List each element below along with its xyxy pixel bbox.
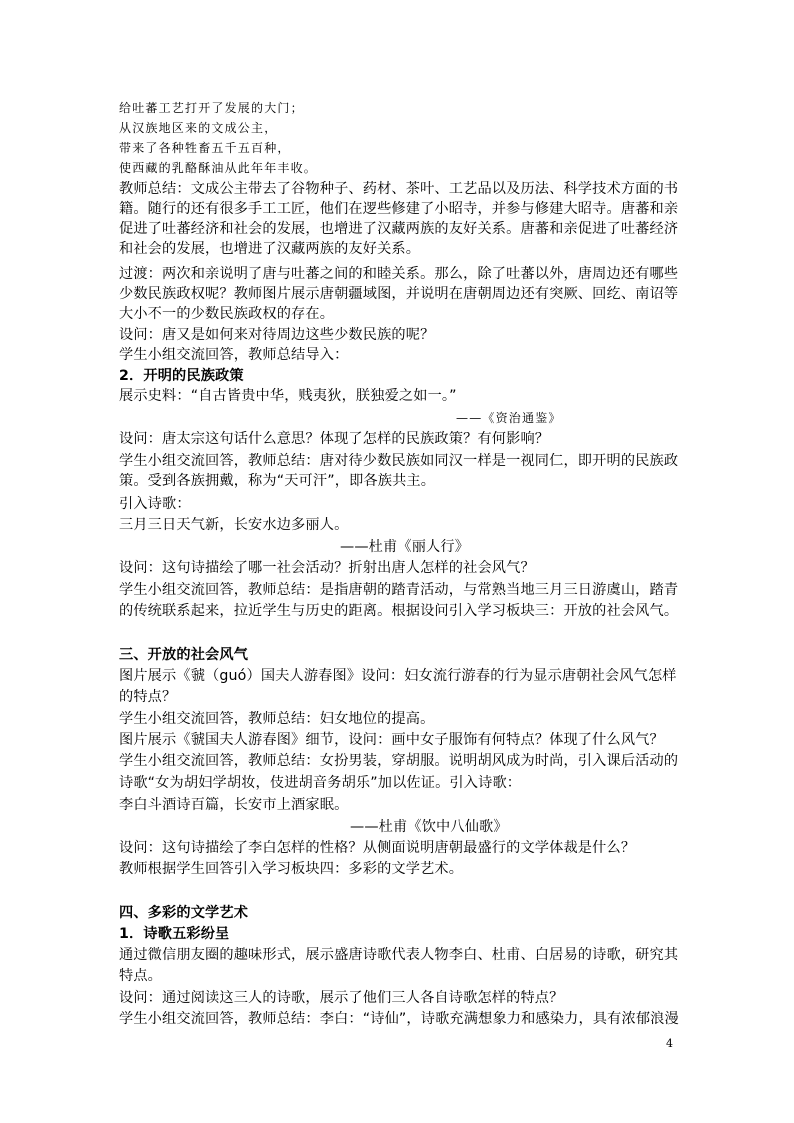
paragraph-line: 策。受到各族拥戴，称为“天可汗”，即各族共主。 [119, 473, 436, 489]
paragraph-line: 促进了吐蕃经济和社会的发展，也增进了汉藏两族的友好关系。唐蕃和亲促进了吐蕃经济 [119, 221, 679, 237]
section-subheading: 2．开明的民族政策 [119, 368, 244, 384]
paragraph-line: 设问：唐又是如何来对待周边这些少数民族的呢？ [119, 327, 435, 343]
paragraph-line: 诗歌“女为胡妇学胡妆，伎进胡音务胡乐”加以佐证。引入诗歌： [119, 775, 522, 791]
paragraph-line: 教师总结：文成公主带去了谷物种子、药材、茶叶、工艺品以及历法、科学技术方面的书 [119, 181, 679, 197]
paragraph-line: 大小不一的少数民族政权的存在。 [119, 306, 335, 322]
poem-line: 给吐蕃工艺打开了发展的大门； [119, 101, 304, 115]
paragraph-line: 引入诗歌： [119, 496, 191, 512]
paragraph-line: 图片展示《虢国夫人游春图》细节，设问：画中女子服饰有何特点？体现了什么风气？ [119, 732, 664, 748]
section-heading: 三、开放的社会风气 [119, 647, 249, 663]
page-number: 4 [666, 1037, 673, 1050]
paragraph-line: 少数民族政权呢？教师图片展示唐朝疆域图，并说明在唐朝周边还有突厥、回纥、南诏等 [119, 286, 679, 302]
paragraph-line: 通过微信朋友圈的趣味形式，展示盛唐诗歌代表人物李白、杜甫、白居易的诗歌，研究其 [119, 947, 679, 963]
citation-source: ——杜甫《饮中八仙歌》 [350, 819, 508, 835]
paragraph-line: 和社会的发展，也增进了汉藏两族的友好关系。 [119, 241, 421, 257]
paragraph-line: 学生小组交流回答，教师总结：李白：“诗仙”，诗歌充满想象力和感染力，具有浓郁浪漫 [119, 1011, 679, 1027]
paragraph-line: 设问：这句诗描绘了李白怎样的性格？从侧面说明唐朝最盛行的文学体裁是什么？ [119, 840, 636, 856]
paragraph-line: 籍。随行的还有很多手工工匠，他们在逻些修建了小昭寺，并参与修建大昭寺。唐蕃和亲 [119, 201, 679, 217]
paragraph-line: 图片展示《虢（guó）国夫人游春图》设问：妇女流行游春的行为显示唐朝社会风气怎样 [119, 668, 677, 684]
section-subheading: 1．诗歌五彩纷呈 [119, 926, 230, 942]
paragraph-line: 的传统联系起来，拉近学生与历史的距离。根据设问引入学习板块三：开放的社会风气。 [119, 603, 679, 619]
paragraph-line: 学生小组交流回答，教师总结：是指唐朝的踏青活动，与常熟当地三月三日游虞山，踏青 [119, 582, 679, 598]
poem-quote: 李白斗酒诗百篇，长安市上酒家眠。 [119, 797, 349, 813]
paragraph-line: 过渡：两次和亲说明了唐与吐蕃之间的和睦关系。那么，除了吐蕃以外，唐周边还有哪些 [119, 266, 679, 282]
citation-source: ——杜甫《丽人行》 [340, 539, 470, 555]
poem-line: 从汉族地区来的文成公主， [119, 121, 278, 135]
paragraph-line: 学生小组交流回答，教师总结：女扮男装，穿胡服。说明胡风成为时尚，引入课后活动的 [119, 753, 679, 769]
paragraph-line: 学生小组交流回答，教师总结导入： [119, 347, 349, 363]
section-heading: 四、多彩的文学艺术 [119, 905, 249, 921]
paragraph-line: 特点。 [119, 968, 163, 984]
paragraph-line: 的特点？ [119, 689, 177, 705]
paragraph-line: 教师根据学生回答引入学习板块四：多彩的文学艺术。 [119, 861, 464, 877]
paragraph-line: 设问：这句诗描绘了哪一社会活动？折射出唐人怎样的社会风气？ [119, 560, 535, 576]
paragraph-line: 展示史料：“自古皆贵中华，贱夷狄，朕独爱之如一。” [119, 388, 457, 404]
paragraph-line: 学生小组交流回答，教师总结：妇女地位的提高。 [119, 711, 435, 727]
paragraph-line: 设问：唐太宗这句话什么意思？体现了怎样的民族政策？有何影响？ [119, 431, 550, 447]
poem-quote: 三月三日天气新，长安水边多丽人。 [119, 517, 349, 533]
poem-line: 使西藏的乳酪酥油从此年年丰收。 [119, 161, 318, 175]
citation-source: ——《资治通鉴》 [456, 411, 562, 425]
poem-line: 带来了各种牲畜五千五百种， [119, 141, 291, 155]
paragraph-line: 设问：通过阅读这三人的诗歌，展示了他们三人各自诗歌怎样的特点？ [119, 990, 564, 1006]
paragraph-line: 学生小组交流回答，教师总结：唐对待少数民族如同汉一样是一视同仁，即开明的民族政 [119, 453, 679, 469]
